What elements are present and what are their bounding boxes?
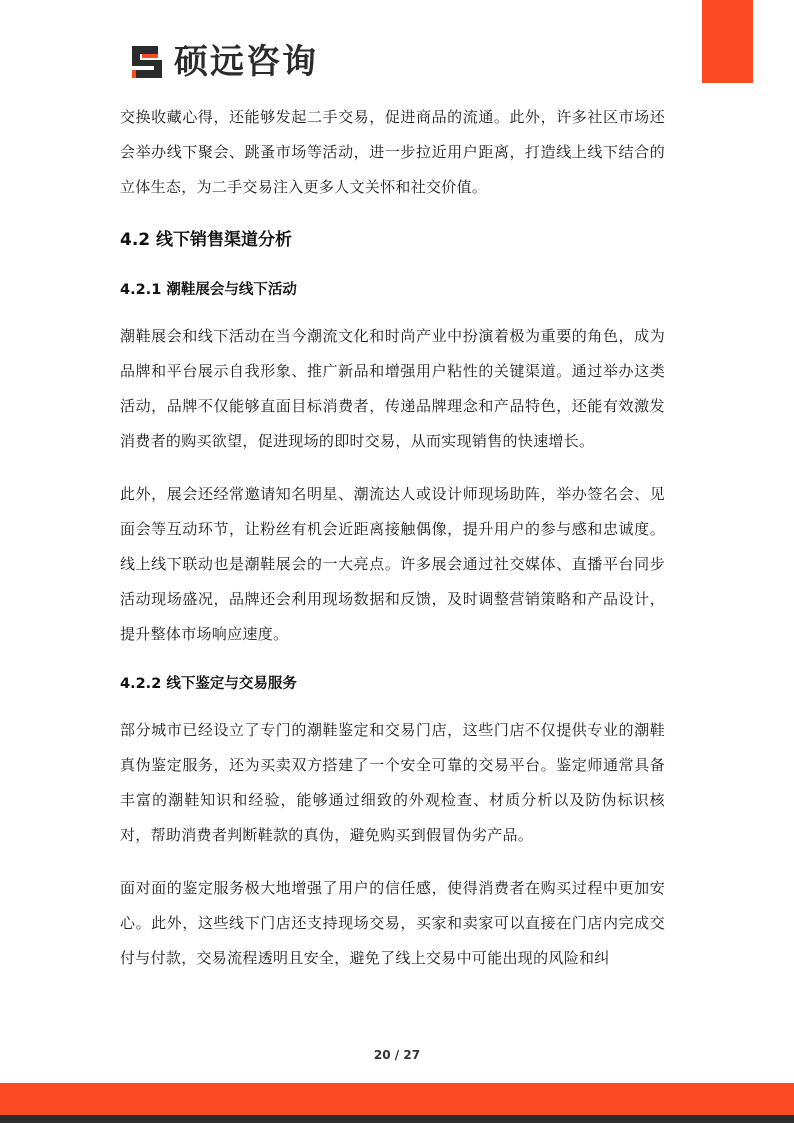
logo-text: 硕远咨询 <box>174 42 318 82</box>
footer-dark-strip <box>0 1115 794 1123</box>
intro-paragraph: 交换收藏心得，还能够发起二手交易，促进商品的流通。此外，许多社区市场还会举办线下聚会、跳蚤市场等活动，进一步拉近用户距离，打造线上线下结合的立体生态，为二手交易注入更多人文关怀和社交价值。 <box>120 108 665 196</box>
page-number: 20 / 27 <box>373 1048 421 1062</box>
footer-accent-bar <box>0 1083 794 1115</box>
subsection-1-paragraph-1: 潮鞋展会和线下活动在当今潮流文化和时尚产业中扮演着极为重要的角色，成为品牌和平台展示自我形象、推广新品和增强用户粘性的关键渠道。通过举办这类活动，品牌不仅能够直面目标消费者，传递品牌理念和产品特色，还能有效激发消费者的购买欲望，促进现场的即时交易，从而实现销售的快速增长。 <box>120 327 665 450</box>
logo-mark-icon <box>128 42 168 82</box>
subsection-heading-2: 4.2.2 线下鉴定与交易服务 <box>120 676 297 692</box>
subsection-1-paragraph-2: 此外，展会还经常邀请知名明星、潮流达人或设计师现场助阵，举办签名会、见面会等互动环节，让粉丝有机会近距离接触偶像，提升用户的参与感和忠诚度。线上线下联动也是潮鞋展会的一大亮点。许多展会通过社交媒体、直播平台同步活动现场盛况，品牌还会利用现场数据和反馈，及时调整营销策略和产品设计，提升整体市场响应速度。 <box>120 485 665 643</box>
corner-accent-block <box>702 0 753 83</box>
page-content <box>120 100 665 976</box>
subsection-2-paragraph-2: 面对面的鉴定服务极大地增强了用户的信任感，使得消费者在购买过程中更加安心。此外，这些线下门店还支持现场交易，买家和卖家可以直接在门店内完成交付与付款，交易流程透明且安全，避免了线上交易中可能出现的风险和纠 <box>120 879 665 967</box>
logo <box>128 42 318 82</box>
subsection-2-paragraph-1: 部分城市已经设立了专门的潮鞋鉴定和交易门店，这些门店不仅提供专业的潮鞋真伪鉴定服务，还为买卖双方搭建了一个安全可靠的交易平台。鉴定师通常具备丰富的潮鞋知识和经验，能够通过细致的外观检查、材质分析以及防伪标识核对，帮助消费者判断鞋款的真伪，避免购买到假冒伪劣产品。 <box>120 721 665 844</box>
section-heading: 4.2 线下销售渠道分析 <box>120 230 293 250</box>
subsection-heading-1: 4.2.1 潮鞋展会与线下活动 <box>120 282 297 298</box>
